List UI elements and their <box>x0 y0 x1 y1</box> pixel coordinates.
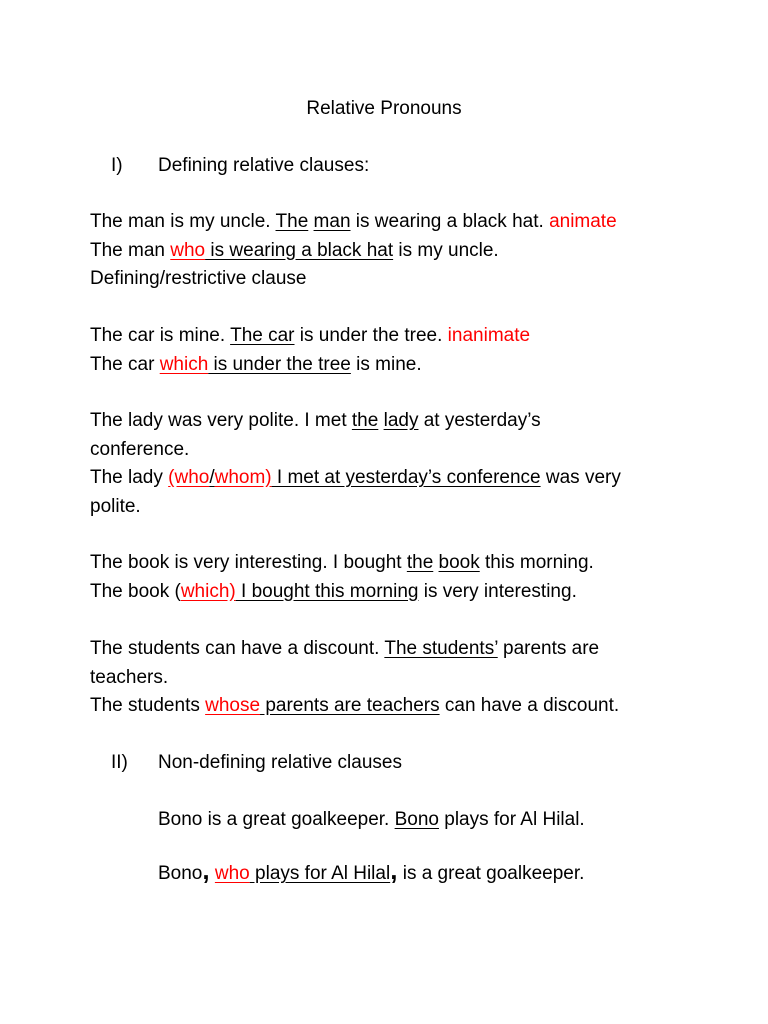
sentence-line <box>90 237 690 266</box>
section-heading-text: Non-defining relative clauses <box>158 752 402 773</box>
text: / <box>209 467 215 488</box>
underlined-text: The <box>275 211 309 232</box>
category-label: animate <box>549 211 617 232</box>
text: parents are <box>497 638 600 659</box>
text: is under the tree. <box>294 325 448 346</box>
text: this morning. <box>479 552 594 573</box>
sentence-line <box>90 208 690 237</box>
underlined-text: lady <box>383 410 419 431</box>
relative-pronoun: (who <box>168 467 210 488</box>
text: The car is mine. <box>90 325 231 346</box>
relative-pronoun: whom) <box>214 467 272 488</box>
example-book <box>90 549 690 606</box>
text: is wearing a black hat. <box>350 211 550 232</box>
text: The students <box>90 695 206 716</box>
relative-pronoun: who <box>170 239 206 261</box>
underlined-text: book <box>438 552 480 573</box>
text: The man is my uncle. <box>90 211 276 232</box>
text: The man <box>90 239 171 261</box>
underlined-text: Bono <box>394 809 439 830</box>
underlined-text: the <box>351 410 379 431</box>
relative-clause: is wearing a black hat <box>205 239 394 261</box>
page-title: Relative Pronouns <box>306 98 462 119</box>
sentence-line <box>90 464 690 493</box>
text: The lady <box>90 467 169 488</box>
example-lady <box>90 407 690 521</box>
section-heading-non-defining <box>111 749 402 778</box>
sentence-line <box>90 578 690 607</box>
sentence-line <box>90 322 690 351</box>
relative-pronoun: whose <box>205 695 261 716</box>
example-inanimate <box>90 322 690 379</box>
relative-clause: I bought this morning <box>235 580 419 602</box>
text: Bono <box>158 863 203 884</box>
relative-clause: parents are teachers <box>260 695 440 716</box>
relative-clause: I met at yesterday’s conference <box>271 467 541 488</box>
sentence-line: polite. <box>90 495 141 517</box>
clause-type-note: Defining/restrictive clause <box>90 268 307 289</box>
underlined-text: the <box>406 552 434 573</box>
text: can have a discount. <box>439 695 620 716</box>
comma-mark: , <box>202 855 210 885</box>
sentence-line <box>90 351 690 380</box>
example-animate <box>90 208 690 294</box>
text: Bono is a great goalkeeper. <box>158 809 395 830</box>
relative-clause: plays for Al Hilal <box>249 863 391 884</box>
relative-clause: is under the tree <box>208 353 351 375</box>
section-heading-text: Defining relative clauses: <box>158 155 370 176</box>
sentence-line <box>90 692 690 721</box>
text: The car <box>90 353 160 375</box>
example-bono-combined <box>158 856 584 889</box>
text: The book is very interesting. I bought <box>90 552 407 573</box>
section-numeral: I) <box>111 155 123 176</box>
sentence-line <box>90 549 690 578</box>
text: is my uncle. <box>393 239 499 261</box>
text: The lady was very polite. I met <box>90 410 352 431</box>
text: is a great goalkeeper. <box>397 863 585 884</box>
comma-mark: , <box>390 855 398 885</box>
sentence-line: conference. <box>90 438 190 460</box>
sentence-line <box>90 635 690 664</box>
text: plays for Al Hilal. <box>438 809 585 830</box>
section-numeral: II) <box>111 752 128 773</box>
relative-pronoun: which) <box>180 580 236 602</box>
relative-pronoun: which <box>159 353 209 375</box>
underlined-text: The car <box>230 325 295 346</box>
sentence-line <box>90 407 690 436</box>
category-label: inanimate <box>447 325 531 346</box>
sentence-line: teachers. <box>90 666 169 688</box>
underlined-text: man <box>313 211 351 232</box>
underlined-text: The students’ <box>384 638 498 659</box>
text: was very <box>540 467 621 488</box>
text: The book ( <box>90 580 181 602</box>
example-students <box>90 635 690 721</box>
relative-pronoun: who <box>214 863 250 884</box>
text: at yesterday’s <box>418 410 541 431</box>
text: is very interesting. <box>418 580 577 602</box>
section-heading-defining <box>111 152 369 181</box>
example-bono-sentences <box>158 806 585 835</box>
text: is mine. <box>350 353 422 375</box>
text: The students can have a discount. <box>90 638 385 659</box>
